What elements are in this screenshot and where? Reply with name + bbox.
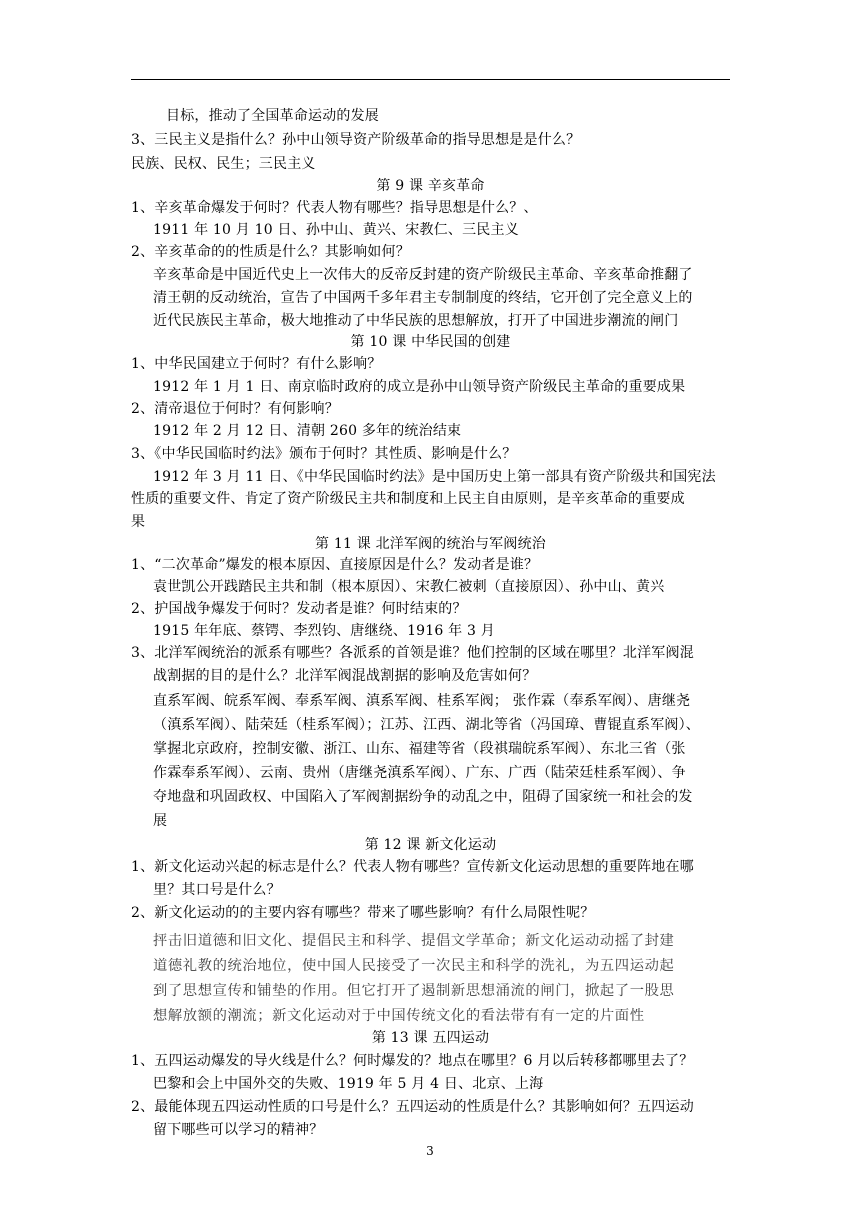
- answer-line: 果: [131, 514, 146, 530]
- page-number: 3: [426, 1144, 434, 1158]
- answer-line: 袁世凯公开践踏民主共和制（根本原因）、宋教仁被刺（直接原因）、孙中山、黄兴: [153, 579, 665, 595]
- answer-line: 1912 年 2 月 12 日、清朝 260 多年的统治结束: [153, 423, 462, 439]
- text-line: 目标，推动了全国革命运动的发展: [166, 108, 379, 124]
- answer-line: 清王朝的反动统治，宣告了中国两千多年君主专制制度的终结，它开创了完全意义上的: [153, 290, 693, 306]
- question-line: 3、《中华民国临时约法》颁布于何时？其性质、影响是什么？: [131, 446, 517, 462]
- question-line: 1、中华民国建立于何时？有什么影响？: [131, 356, 382, 372]
- lesson-heading: 第 10 课 中华民国的创建: [350, 334, 511, 350]
- question-line: 2、新文化运动的的主要内容有哪些？带来了哪些影响？有什么局限性呢？: [131, 905, 595, 921]
- question-line: 2、护国战争爆发于何时？发动者是谁？何时结束的？: [131, 601, 467, 617]
- question-line: 2、清帝退位于何时？有何影响？: [131, 401, 339, 417]
- answer-line: 作霖奉系军阀）、云南、贵州（唐继尧滇系军阀）、广东、广西（陆荣廷桂系军阀）、争: [153, 765, 686, 781]
- lesson-heading: 第 12 课 新文化运动: [364, 837, 497, 853]
- answer-line: 想解放额的潮流；新文化运动对于中国传统文化的看法带有有一定的片面性: [153, 1008, 645, 1024]
- question-line: 2、辛亥革命的的性质是什么？其影响如何？: [131, 244, 410, 260]
- answer-line: 1912 年 1 月 1 日、南京临时政府的成立是孙中山领导资产阶级民主革命的重要成果: [153, 379, 686, 395]
- question-line: 1、新文化运动兴起的标志是什么？代表人物有哪些？宣传新文化运动思想的重要阵地在哪: [131, 859, 694, 875]
- lesson-heading: 第 13 课 五四运动: [371, 1030, 490, 1046]
- answer-line: 近代民族民主革命，极大地推动了中华民族的思想解放，打开了中国进步潮流的闸门: [153, 313, 679, 329]
- answer-line: 巴黎和会上中国外交的失败、1919 年 5 月 4 日、北京、上海: [153, 1076, 544, 1092]
- answer-line: 到了思想宣传和铺垫的作用。但它打开了遏制新思想涌流的闸门，掀起了一股思: [153, 983, 675, 999]
- answer-line: 1915 年年底、蔡锷、李烈钧、唐继绕、1916 年 3 月: [153, 623, 495, 639]
- answer-line: 抨击旧道德和旧文化、提倡民主和科学、提倡文学革命；新文化运动动摇了封建: [153, 933, 675, 949]
- answer-line: 展: [153, 813, 168, 829]
- lesson-heading: 第 11 课 北洋军阀的统治与军阀统治: [315, 536, 546, 552]
- answer-line: 道德礼教的统治地位，使中国人民接受了一次民主和科学的洗礼，为五四运动起: [153, 958, 675, 974]
- question-line: 1、“二次革命”爆发的根本原因、直接原因是什么？发动者是谁？: [131, 557, 539, 573]
- question-line: 战割据的目的是什么？北洋军阀混战割据的影响及危害如何？: [153, 668, 537, 684]
- question-line: 1、五四运动爆发的导火线是什么？何时爆发的？地点在哪里？6 月以后转移都哪里去了？: [131, 1053, 694, 1069]
- question-line: 里？其口号是什么？: [153, 882, 281, 898]
- answer-line: 掌握北京政府，控制安徽、浙江、山东、福建等省（段祺瑞皖系军阀）、东北三省（张: [153, 741, 686, 757]
- lesson-heading: 第 9 课 辛亥革命: [376, 178, 485, 194]
- answer-line: 夺地盘和巩固政权、中国陷入了军阀割据纷争的动乱之中，阻碍了国家统一和社会的发: [153, 789, 693, 805]
- header-rule: [131, 79, 730, 80]
- question-line: 留下哪些可以学习的精神？: [153, 1122, 324, 1138]
- answer-line: 直系军阀、皖系军阀、奉系军阀、滇系军阀、桂系军阀； 张作霖（奉系军阀）、唐继尧: [153, 693, 691, 709]
- answer-line: 1911 年 10 月 10 日、孙中山、黄兴、宋教仁、三民主义: [153, 222, 519, 238]
- answer-line: 性质的重要文件、肯定了资产阶级民主共和制度和上民主自由原则，是辛亥革命的重要成: [131, 491, 685, 507]
- question-line: 1、辛亥革命爆发于何时？代表人物有哪些？指导思想是什么？、: [131, 200, 538, 216]
- answer-line: （滇系军阀）、陆荣廷（桂系军阀）；江苏、江西、湖北等省（冯国璋、曹锟直系军阀）、: [153, 717, 700, 733]
- question-line: 3、北洋军阀统治的派系有哪些？各派系的首领是谁？他们控制的区域在哪里？北洋军阀混: [131, 645, 694, 661]
- question-line: 2、最能体现五四运动性质的口号是什么？五四运动的性质是什么？其影响如何？五四运动: [131, 1099, 694, 1115]
- question-line: 3、三民主义是指什么？孙中山领导资产阶级革命的指导思想是是什么？: [131, 132, 581, 148]
- answer-line: 民族、民权、民生；三民主义: [131, 156, 316, 172]
- answer-line: 辛亥革命是中国近代史上一次伟大的反帝反封建的资产阶级民主革命、辛亥革命推翻了: [153, 267, 693, 283]
- answer-line: 1912 年 3 月 11 日、《中华民国临时约法》是中国历史上第一部具有资产阶级共和国宪法: [153, 469, 716, 485]
